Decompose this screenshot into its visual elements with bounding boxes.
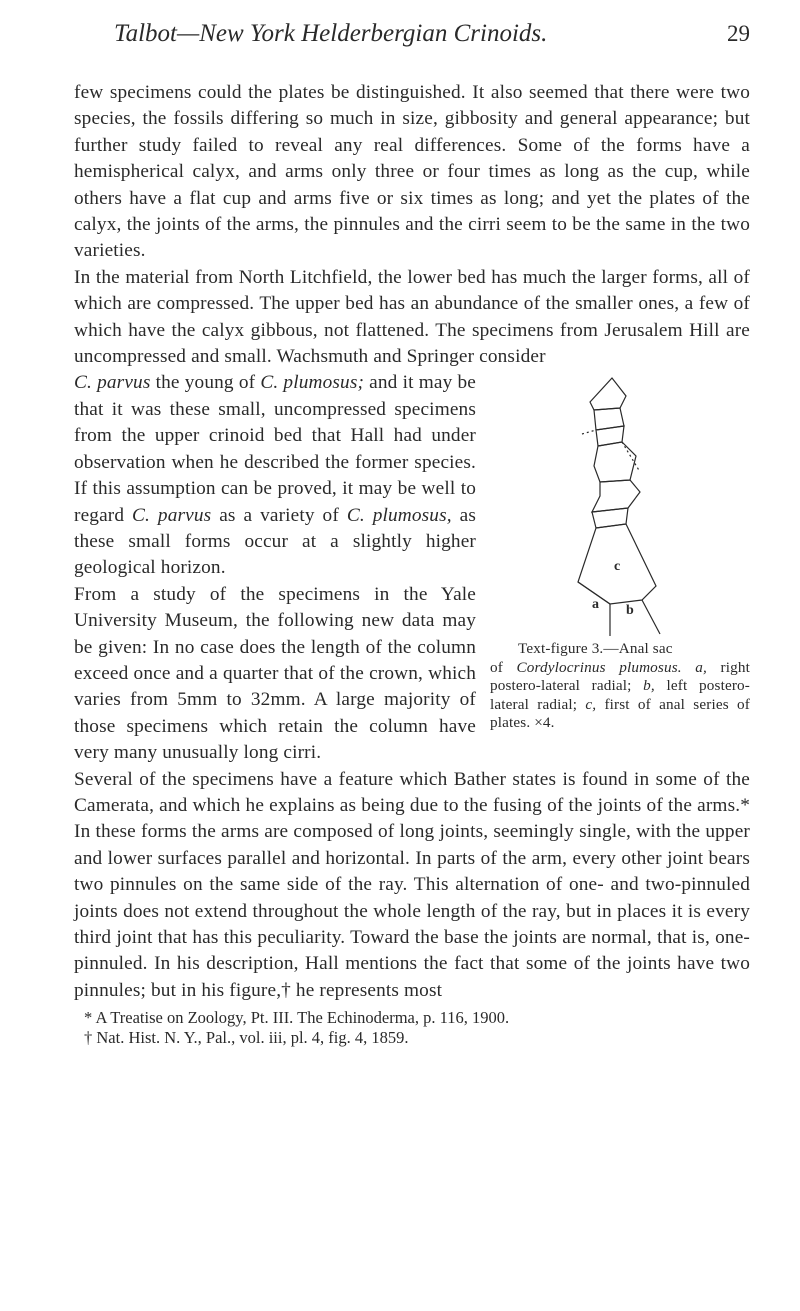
caption-title: Text-figure 3.—Anal sac (518, 640, 673, 658)
label-a: a (592, 597, 600, 613)
figure-caption (490, 640, 750, 733)
paragraph-2-text-b: the young of (150, 372, 261, 394)
label-b: b (626, 603, 634, 619)
running-title: Talbot—New York Helderbergian Crinoids. (114, 20, 548, 47)
body-text (74, 80, 750, 1004)
caption-of: of (490, 658, 517, 676)
caption-a-letter: a, (681, 658, 707, 676)
paragraph-1: few specimens could the plates be distinguished. It also seemed that there were two species, the fossils differing so much in size, gibbosity and general appearance; but further study failed to reveal any real differences. Some of the forms have a hemispherical calyx, and arms only three or four times as long as the cup, while others have a flat cup and arms five or six times as long; and yet the plates of the calyx, the joints of the arms, the pinnules and the cirri seem to be the same in the two varieties. (74, 82, 750, 262)
species-c-parvus-2: C. parvus (132, 504, 212, 526)
caption-b-text: left postero-lateral radial; (490, 677, 750, 713)
footnote-2: † Nat. Hist. N. Y., Pal., vol. iii, pl. 4, fig. 4, 1859. (84, 1028, 409, 1048)
paragraph-2-text-a: In the material from North Litchfield, the lower bed has much the larger forms, all of which are compressed. The upper bed has an abundance of the smaller ones, a few of which have the calyx gibbous, not flattened. The specimens from Jerusalem Hill are uncompressed and small. Wachsmuth and Springer consider (74, 266, 750, 368)
page (74, 20, 750, 1048)
footnotes (74, 1008, 750, 1048)
running-head (74, 20, 750, 80)
caption-c-letter: c, (585, 695, 597, 713)
anal-sac-drawing (560, 374, 680, 636)
paragraph-2-text-e: as these small forms occur at a slightly higher geological horizon. (74, 504, 476, 579)
paragraph-3: From a study of the specimens in the Yale University Museum, the following new data may be given: In no case does the length of the column exceed once and a quarter that of the crown, which varies from 5mm to 32mm. A large majority of those specimens which retain the column have very many unusually long cirri. (74, 583, 476, 764)
caption-a-text: right postero-lateral radial; (490, 658, 750, 695)
species-c-plumosus: C. plumosus; (260, 372, 365, 394)
paragraph-4: Several of the specimens have a feature which Bather states is found in some of the Camerata, and which he explains as being due to the fusing of the joints of the arms.* In these forms the arms are composed of long joints, seemingly single, with the upper and lower surfaces parallel and horizontal. In parts of the arm, every other joint bears two pinnules on the same side of the ray. This alternation of one- and two-pinnuled joints does not extend throughout the whole length of the ray, but in places it is every third joint that has this peculiarity. Toward the base the joints are normal, that is, one-pinnuled. In his description, Hall mentions the fact that some of the joints have two pinnules; but in his figure,† he represents most (74, 768, 750, 1001)
paragraph-2-text-d: as a variety of (211, 504, 347, 526)
species-c-parvus: C. parvus (74, 372, 151, 394)
paragraph-2 (74, 265, 750, 371)
label-c: c (614, 559, 621, 575)
text-figure-3 (490, 374, 750, 733)
page-number: 29 (727, 21, 750, 46)
paragraph-2-text-c: and it may be that it was these small, uncompressed specimens from the upper crinoid bed that Hall had under observation when he described the former species. If this assumption can be proved, it may be well to regard (74, 372, 477, 526)
species-c-plumosus-2: C. plumosus, (346, 504, 452, 526)
caption-b-letter: b, (643, 677, 655, 695)
footnote-1: * A Treatise on Zoology, Pt. III. The Echinoderma, p. 116, 1900. (84, 1008, 510, 1028)
caption-c-text: first of anal series of plates. ×4. (490, 695, 750, 732)
caption-genus: Cordylocrinus plumosus. (516, 658, 682, 676)
